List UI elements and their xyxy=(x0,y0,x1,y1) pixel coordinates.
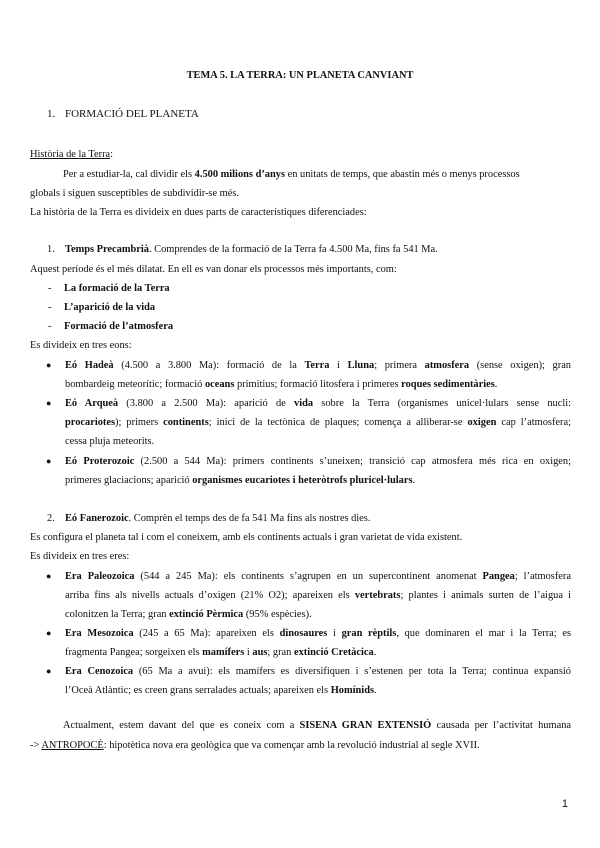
eons-intro: Es divideix en tres eons: xyxy=(30,340,132,351)
eon-item-line: Eó Hadeà (4.500 a 3.800 Ma): formació de la Terra i Lluna; primera atmosfera (sense oxigen); gran xyxy=(65,360,572,371)
eras-intro: Es divideix en tres eres: xyxy=(30,551,130,562)
history-paragraph-line1: Per a estudiar-la, cal dividir els 4.500 milions d’anys en unitats de temps, que abastin més o menys processos xyxy=(63,169,520,180)
bullet-icon: ● xyxy=(46,456,52,466)
eon-item-line: Eó Proterozoic (2.500 a 544 Ma): primers continents s’uneixen; transició cap atmosfera més rica en oxigen; xyxy=(65,456,572,467)
era-item-line: colonitzen la Terra; gran extinció Pèrmica (95% espècies). xyxy=(65,609,312,620)
bullet-icon: ● xyxy=(46,360,52,370)
phanerozoic-intro: Es configura el planeta tal i com el coneixem, amb els continents actuals i gran varietat de vida existent. xyxy=(30,532,463,543)
era-item-line: l’Oceà Atlàntic; es creen grans serralades actuals; apareixen els Homínids. xyxy=(65,685,377,696)
precambrian-intro: Aquest període és el més dilatat. En ell es van donar els processos més importants, com: xyxy=(30,264,397,275)
eon-item-line: procariotes); primers continents; inici de la tectònica de plaques; comença a alliberar-se oxigen cap l’atmosfera; xyxy=(65,417,571,428)
document-page: TEMA 5. LA TERRA: UN PLANETA CANVIANT 1. FORMACIÓ DEL PLANETA Història de la Terra: Per a estudiar-la, cal dividir els 4.500 milions d’anys en unitats de temps, que abastin més o menys processos globals i siguen susceptibles de subdividir-se més. La història de la Terra es divideix en dues parts de característiques diferenciades: 1. Temps Precambrià. Comprendes de la formació de la Terra fa 4.500 Ma, fins fa 541 Ma. Aquest període és el més dilatat. En ell es van donar els processos més importants, com: - La formació de la Terra - L’aparició de la vida - Formació de l’atmosfera Es divideix en tres eons: ● Eó Hadeà (4.500 a 3.800 Ma): formació de la Terra i Lluna; primera atmosfera (sense oxigen); gran bombardeig meteorític; formació oceans primitius; formació litosfera i primeres roques sedimentàries. ● Eó Arqueà (3.800 a 2.500 Ma): aparició de vida sobre la Terra (organismes unicel·lulars sense nucli: procariotes); primers continents; inici de la tectònica de plaques; comença a alliberar-se oxigen cap l’atmosfera; cessa pluja meteorits. ● Eó Proterozoic (2.500 a 544 Ma): primers continents s’uneixen; transició cap atmosfera més rica en oxigen; primeres glaciacions; aparició organismes eucariotes i heteròtrofs pluricel·lulars. 2. Eó Fanerozoic. Comprèn el temps des de fa 541 Ma fins als nostres dies. Es configura el planeta tal i com el coneixem, amb els continents actuals i gran varietat de vida existent. Es divideix en tres eres: ● Era Paleozoica (544 a 245 Ma): els continents s’agrupen en un supercontinent anomenat Pangea; l’atmosfera arriba fins als nivells actuals d’oxigen (21% O2); apareixen els vertebrats; plantes i animals surten de l’aigua i colonitzen la Terra; gran extinció Pèrmica (95% espècies). ● Era Mesozoica (245 a 65 Ma): apareixen els dinosaures i gran rèptils, que dominaren el mar i la Terra; es fragmenta Pangea; sorgeixen els mamífers i aus; gran extinció Cretàcica. ● Era Cenozoica (65 Ma a avui): els mamífers es diversifiquen i s’estenen per tota la Terra; continua expansió l’Oceà Atlàntic; es creen grans serralades actuals; apareixen els Homínids. Actualment, estem davant del que es coneix com a SISENA GRAN EXTENSIÓ causada per l’activitat humana -> ANTROPOCÈ: hipotètica nova era geològica que va començar amb la revolució industrial al segle XVII. 1 xyxy=(0,0,600,848)
eon-item-line: bombardeig meteorític; formació oceans primitius; formació litosfera i primeres roques sedimentàries. xyxy=(65,379,498,390)
section-number: 1. xyxy=(47,108,56,120)
era-item-line: fragmenta Pangea; sorgeixen els mamífers i aus; gran extinció Cretàcica. xyxy=(65,647,377,658)
bullet-icon: ● xyxy=(46,398,52,408)
bullet-icon: ● xyxy=(46,571,52,581)
eon-item-line: cessa pluja meteorits. xyxy=(65,436,155,447)
section-heading-text: FORMACIÓ DEL PLANETA xyxy=(65,108,199,120)
section-heading-1 xyxy=(47,108,588,121)
era-item-line: Era Cenozoica (65 Ma a avui): els mamífers es diversifiquen i s’estenen per tota la Terra; continua expansió xyxy=(65,666,571,677)
eon-item-line: primeres glaciacions; aparició organismes eucariotes i heteròtrofs pluricel·lulars. xyxy=(65,475,416,486)
history-heading: Història de la Terra: xyxy=(30,149,114,160)
page-number: 1 xyxy=(561,798,568,810)
closing-line2: -> ANTROPOCÈ: hipotètica nova era geològica que va començar amb la revolució industrial al segle XVII. xyxy=(30,740,480,751)
closing-line1: Actualment, estem davant del que es coneix com a SISENA GRAN EXTENSIÓ causada per l’activitat humana xyxy=(63,720,572,731)
history-paragraph-2: La història de la Terra es divideix en dues parts de característiques diferenciades: xyxy=(30,207,367,218)
bullet-icon: ● xyxy=(46,666,52,676)
precambrian-heading: 1. Temps Precambrià. Comprendes de la formació de la Terra fa 4.500 Ma, fins fa 541 Ma. xyxy=(47,244,438,255)
bullet-icon: ● xyxy=(46,628,52,638)
page-title: TEMA 5. LA TERRA: UN PLANETA CANVIANT xyxy=(186,70,414,81)
era-item-line: Era Paleozoica (544 a 245 Ma): els continents s’agrupen en un supercontinent anomenat Pangea; l’atmosfera xyxy=(65,571,571,582)
eon-item-line: Eó Arqueà (3.800 a 2.500 Ma): aparició de vida sobre la Terra (organismes unicel·lulars sense nucli: xyxy=(65,398,571,409)
history-paragraph-line2: globals i siguen susceptibles de subdividir-se més. xyxy=(30,188,240,199)
era-item-line: Era Mesozoica (245 a 65 Ma): apareixen els dinosaures i gran rèptils, que dominaren el mar i la Terra; es xyxy=(65,628,571,639)
era-item-line: arriba fins als nivells actuals d’oxigen (21% O2); apareixen els vertebrats; plantes i animals surten de l’aigua i xyxy=(65,590,571,601)
phanerozoic-heading: 2. Eó Fanerozoic. Comprèn el temps des de fa 541 Ma fins als nostres dies. xyxy=(47,513,371,524)
